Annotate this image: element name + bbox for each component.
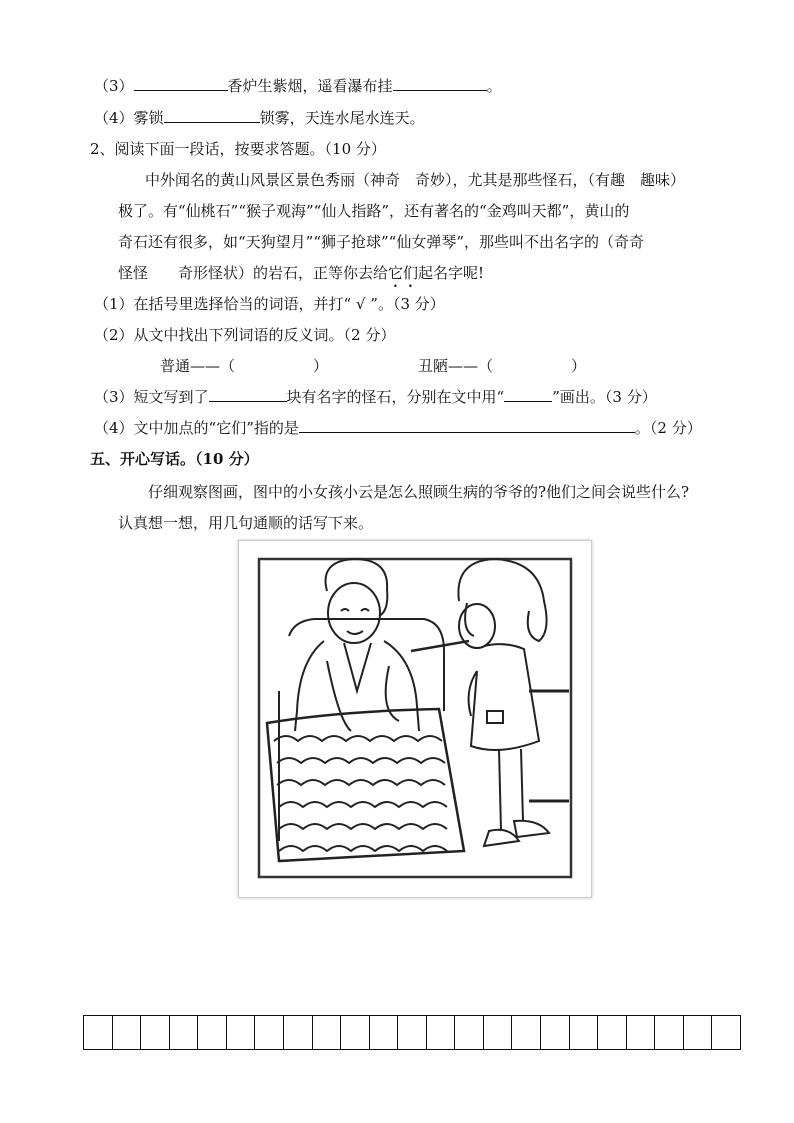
grid-cell[interactable] <box>170 1016 199 1049</box>
grid-cell[interactable] <box>255 1016 284 1049</box>
question-4 <box>94 418 702 438</box>
grid-cell[interactable] <box>627 1016 656 1049</box>
antonym-1 <box>160 356 328 376</box>
question-3 <box>94 387 657 407</box>
section5-heading: 五、开心写话。（10 分） <box>90 450 259 468</box>
grid-cell[interactable] <box>341 1016 370 1049</box>
grid-cell[interactable] <box>712 1016 740 1049</box>
poem-line-4 <box>94 108 425 128</box>
question-text: 。（2 分） <box>634 419 702 437</box>
writing-grid[interactable] <box>83 1015 741 1050</box>
passage-line-1: 中外闻名的黄山风景区景色秀丽（神奇 奇妙），尤其是那些怪石，（有趣 趣味） <box>145 171 686 189</box>
antonym-word: 普通——（ <box>160 357 236 375</box>
grid-cell[interactable] <box>113 1016 142 1049</box>
answer-blank[interactable] <box>164 108 260 123</box>
antonym-close: ） <box>571 357 587 375</box>
poem-text: 雾锁 <box>133 109 164 127</box>
grid-cell[interactable] <box>313 1016 342 1049</box>
grid-cell[interactable] <box>398 1016 427 1049</box>
poem-text: 香炉生紫烟，遥看瀑布挂 <box>227 77 393 95</box>
grid-cell[interactable] <box>655 1016 684 1049</box>
grid-cell[interactable] <box>84 1016 113 1049</box>
antonym-2 <box>418 356 586 376</box>
grid-cell[interactable] <box>370 1016 399 1049</box>
question-1: （1）在括号里选择恰当的词语，并打“ √ ”。（3 分） <box>94 295 445 313</box>
grid-cell[interactable] <box>484 1016 513 1049</box>
grid-cell[interactable] <box>512 1016 541 1049</box>
question-number: （4） <box>94 109 134 127</box>
section5-instruction-1: 仔细观察图画，图中的小女孩小云是怎么照顾生病的爷爷的?他们之间会说些什么? <box>148 483 690 501</box>
antonym-close: ） <box>313 357 329 375</box>
grid-cell[interactable] <box>541 1016 570 1049</box>
poem-line-3 <box>94 76 502 96</box>
grid-cell[interactable] <box>141 1016 170 1049</box>
question-2: （2）从文中找出下列词语的反义词。（2 分） <box>94 326 396 344</box>
answer-blank[interactable] <box>393 76 487 91</box>
grid-cell[interactable] <box>598 1016 627 1049</box>
question-text: （3）短文写到了 <box>94 388 209 406</box>
antonym-word: 丑陋——（ <box>418 357 494 375</box>
answer-blank[interactable] <box>209 387 287 402</box>
passage-text: 怪怪 奇形怪状）的岩石，正等你去给 <box>118 264 389 282</box>
grid-cell[interactable] <box>684 1016 713 1049</box>
reading-heading: 2、阅读下面一段话，按要求答题。（10 分） <box>90 140 386 158</box>
dotted-words: 它们 <box>388 264 419 282</box>
answer-blank[interactable] <box>299 418 635 433</box>
grid-cell[interactable] <box>427 1016 456 1049</box>
question-text: （4）文中加点的“它们”指的是 <box>94 419 299 437</box>
question-text: 块有名字的怪石，分别在文中用“ <box>286 388 505 406</box>
grid-cell[interactable] <box>198 1016 227 1049</box>
section5-instruction-2: 认真想一想，用几句通顺的话写下来。 <box>118 514 374 532</box>
answer-blank[interactable] <box>134 76 228 91</box>
passage-line-3: 奇石还有很多，如“天狗望月”“狮子抢球”“仙女弹琴”，那些叫不出名字的（奇奇 <box>118 233 645 251</box>
illustration-girl-caring-for-grandpa <box>238 540 592 898</box>
grid-cell[interactable] <box>284 1016 313 1049</box>
poem-text-end: 。 <box>486 77 502 95</box>
grid-cell[interactable] <box>227 1016 256 1049</box>
grid-cell[interactable] <box>455 1016 484 1049</box>
grid-cell[interactable] <box>570 1016 599 1049</box>
passage-text: 起名字呢! <box>418 264 485 282</box>
passage-line-4 <box>118 263 484 291</box>
answer-blank[interactable] <box>504 387 552 402</box>
passage-line-2: 极了。有“仙桃石”“猴子观海”“仙人指路”，还有著名的“金鸡叫天都”，黄山的 <box>118 202 630 220</box>
poem-text: 锁雾，天连水尾水连天。 <box>259 109 425 127</box>
question-text: ”画出。（3 分） <box>552 388 657 406</box>
question-number: （3） <box>94 77 134 95</box>
illustration-drawing <box>239 541 591 897</box>
